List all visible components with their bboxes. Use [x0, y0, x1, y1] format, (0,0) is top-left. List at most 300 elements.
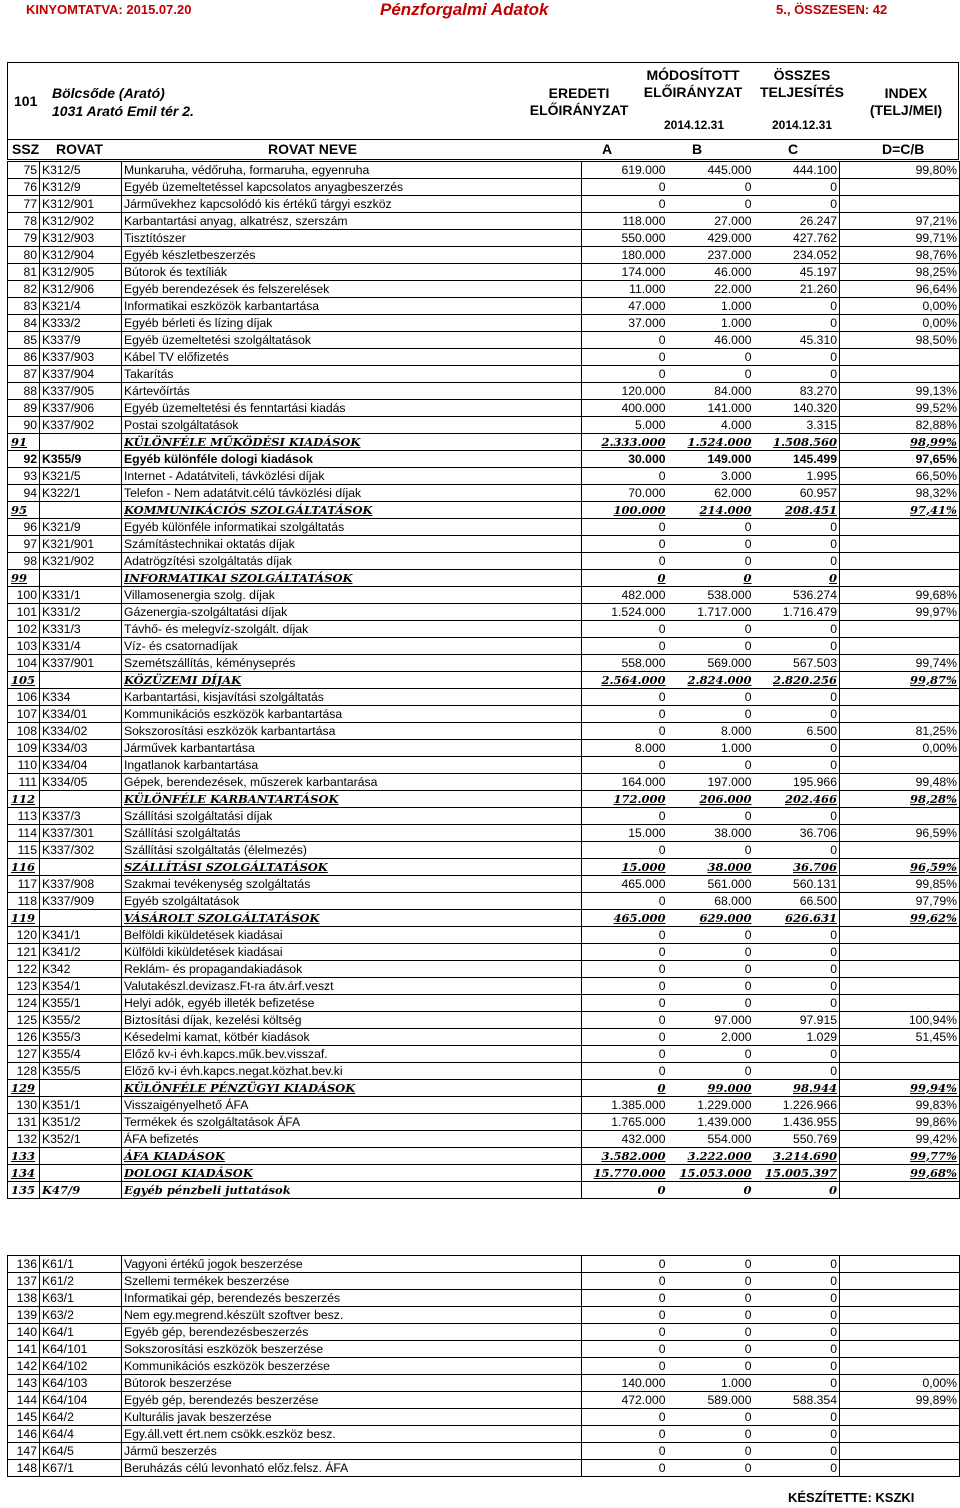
- cell-a: 30.000: [582, 451, 668, 468]
- cell-name: SZÁLLÍTÁSI SZOLGÁLTATÁSOK: [122, 859, 582, 876]
- cell-name: Munkaruha, védőruha, formaruha, egyenruha: [122, 162, 582, 179]
- cell-c: 0: [754, 536, 840, 553]
- cell-rovat: K337/908: [40, 876, 122, 893]
- cell-b: 0: [668, 1256, 754, 1273]
- cell-a: 1.765.000: [582, 1114, 668, 1131]
- cell-name: KOMMUNIKÁCIÓS SZOLGÁLTATÁSOK: [122, 502, 582, 519]
- cell-rovat: K47/9: [40, 1182, 122, 1199]
- cell-name: Szállítási szolgáltatás: [122, 825, 582, 842]
- cell-d: 98,76%: [840, 247, 960, 264]
- cell-c: 0: [754, 757, 840, 774]
- cell-ssz: 78: [8, 213, 40, 230]
- cell-d: [840, 1256, 960, 1273]
- table-row: [8, 281, 960, 298]
- cell-c: 0: [754, 315, 840, 332]
- cell-c: 97.915: [754, 1012, 840, 1029]
- cell-a: 0: [582, 638, 668, 655]
- col-c-line1: ÖSSZES: [773, 67, 831, 83]
- cell-a: 164.000: [582, 774, 668, 791]
- cell-d: 99,68%: [840, 587, 960, 604]
- table-row: [8, 179, 960, 196]
- cell-b: 141.000: [668, 400, 754, 417]
- cell-ssz: 96: [8, 519, 40, 536]
- cell-a: 0: [582, 757, 668, 774]
- data-table-main: [7, 161, 960, 1199]
- cell-c: 427.762: [754, 230, 840, 247]
- cell-b: 0: [668, 536, 754, 553]
- cell-name: Szellemi termékek beszerzése: [122, 1273, 582, 1290]
- cell-ssz: 102: [8, 621, 40, 638]
- cell-name: Kommunikációs eszközök karbantartása: [122, 706, 582, 723]
- cell-a: 0: [582, 1324, 668, 1341]
- cell-rovat: K312/5: [40, 162, 122, 179]
- cell-b: 2.824.000: [668, 672, 754, 689]
- cell-d: 99,85%: [840, 876, 960, 893]
- cell-c: 0: [754, 179, 840, 196]
- cell-c: 0: [754, 519, 840, 536]
- table-row: [8, 1131, 960, 1148]
- cell-ssz: 130: [8, 1097, 40, 1114]
- cell-name: Járművekhez kapcsolódó kis értékű tárgyi eszköz: [122, 196, 582, 213]
- cell-ssz: 146: [8, 1426, 40, 1443]
- table-row: [8, 638, 960, 655]
- table-row: [8, 519, 960, 536]
- cell-d: 99,87%: [840, 672, 960, 689]
- cell-c: 0: [754, 1358, 840, 1375]
- cell-a: 11.000: [582, 281, 668, 298]
- cell-rovat: K312/901: [40, 196, 122, 213]
- cell-a: 482.000: [582, 587, 668, 604]
- cell-ssz: 118: [8, 893, 40, 910]
- cell-rovat: K312/904: [40, 247, 122, 264]
- cell-b: 0: [668, 1063, 754, 1080]
- table-row: [8, 451, 960, 468]
- cell-name: KÖZÜZEMI DÍJAK: [122, 672, 582, 689]
- cell-a: 0: [582, 1046, 668, 1063]
- col-c: C: [788, 141, 799, 157]
- table-row: [8, 1392, 960, 1409]
- cell-c: 0: [754, 944, 840, 961]
- cell-name: Kábel TV előfizetés: [122, 349, 582, 366]
- cell-b: 1.717.000: [668, 604, 754, 621]
- cell-ssz: 143: [8, 1375, 40, 1392]
- cell-ssz: 88: [8, 383, 40, 400]
- col-d: D=C/B: [882, 141, 925, 157]
- table-row: [8, 1046, 960, 1063]
- cell-a: 2.333.000: [582, 434, 668, 451]
- table-row: [8, 791, 960, 808]
- cell-b: 68.000: [668, 893, 754, 910]
- cell-name: Adatrögzítési szolgáltatás díjak: [122, 553, 582, 570]
- cell-ssz: 90: [8, 417, 40, 434]
- cell-d: 99,86%: [840, 1114, 960, 1131]
- cell-c: 1.508.560: [754, 434, 840, 451]
- cell-rovat: K334/03: [40, 740, 122, 757]
- table-row: [8, 621, 960, 638]
- cell-d: 97,41%: [840, 502, 960, 519]
- institution-name: Bölcsőde (Arató): [52, 85, 165, 101]
- cell-b: 0: [668, 638, 754, 655]
- cell-a: 0: [582, 519, 668, 536]
- cell-rovat: K331/3: [40, 621, 122, 638]
- cell-name: Belföldi kiküldetések kiadásai: [122, 927, 582, 944]
- cell-name: Egyéb szolgáltatások: [122, 893, 582, 910]
- cell-c: 588.354: [754, 1392, 840, 1409]
- page-number: 5., ÖSSZESEN: 42: [776, 2, 888, 17]
- cell-rovat: K337/903: [40, 349, 122, 366]
- cell-c: 0: [754, 1307, 840, 1324]
- cell-b: 1.439.000: [668, 1114, 754, 1131]
- cell-c: 60.957: [754, 485, 840, 502]
- cell-ssz: 91: [8, 434, 40, 451]
- cell-a: 0: [582, 706, 668, 723]
- cell-ssz: 142: [8, 1358, 40, 1375]
- cell-rovat: K334: [40, 689, 122, 706]
- table-row: [8, 230, 960, 247]
- cell-d: [840, 1324, 960, 1341]
- table-row: [8, 995, 960, 1012]
- cell-name: Egyéb gép, berendezésbeszerzés: [122, 1324, 582, 1341]
- cell-ssz: 148: [8, 1460, 40, 1477]
- cell-name: Egyéb üzemeltetési szolgáltatások: [122, 332, 582, 349]
- cell-c: 66.500: [754, 893, 840, 910]
- col-d-title: [854, 85, 958, 119]
- cell-name: ÁFA befizetés: [122, 1131, 582, 1148]
- cell-rovat: [40, 502, 122, 519]
- cell-d: [840, 1273, 960, 1290]
- cell-c: 3.214.690: [754, 1148, 840, 1165]
- col-d-line2: (TELJ/MEI): [869, 102, 943, 118]
- table-row: [8, 774, 960, 791]
- cell-name: Takarítás: [122, 366, 582, 383]
- col-rovat: ROVAT: [56, 141, 103, 157]
- cell-name: Reklám- és propagandakiadások: [122, 961, 582, 978]
- table-row: [8, 1307, 960, 1324]
- cell-b: 1.524.000: [668, 434, 754, 451]
- cell-ssz: 104: [8, 655, 40, 672]
- table-row: [8, 1375, 960, 1392]
- cell-rovat: K321/5: [40, 468, 122, 485]
- cell-d: 99,13%: [840, 383, 960, 400]
- cell-ssz: 126: [8, 1029, 40, 1046]
- cell-rovat: K337/9: [40, 332, 122, 349]
- cell-a: 0: [582, 1426, 668, 1443]
- cell-a: 0: [582, 570, 668, 587]
- cell-c: 6.500: [754, 723, 840, 740]
- cell-name: Gépek, berendezések, műszerek karbantarása: [122, 774, 582, 791]
- cell-d: 99,48%: [840, 774, 960, 791]
- cell-d: [840, 1426, 960, 1443]
- table-row: [8, 655, 960, 672]
- cell-b: 84.000: [668, 383, 754, 400]
- cell-b: 237.000: [668, 247, 754, 264]
- cell-name: Egyéb különféle informatikai szolgáltatás: [122, 519, 582, 536]
- cell-c: 0: [754, 706, 840, 723]
- col-d-line1: INDEX: [884, 85, 928, 101]
- cell-rovat: K63/1: [40, 1290, 122, 1307]
- cell-rovat: [40, 910, 122, 927]
- cell-rovat: K342: [40, 961, 122, 978]
- cell-d: 0,00%: [840, 315, 960, 332]
- cell-name: Valutakészl.devizasz.Ft-ra átv.árf.veszt: [122, 978, 582, 995]
- cell-d: 51,45%: [840, 1029, 960, 1046]
- cell-b: 46.000: [668, 332, 754, 349]
- cell-ssz: 115: [8, 842, 40, 859]
- cell-rovat: K355/5: [40, 1063, 122, 1080]
- cell-ssz: 92: [8, 451, 40, 468]
- cell-b: 15.053.000: [668, 1165, 754, 1182]
- table-row: [8, 162, 960, 179]
- table-row: [8, 468, 960, 485]
- cell-d: [840, 179, 960, 196]
- cell-a: 3.582.000: [582, 1148, 668, 1165]
- cell-name: Biztosítási díjak, kezelési költség: [122, 1012, 582, 1029]
- cell-name: Szállítási szolgáltatás (élelmezés): [122, 842, 582, 859]
- cell-a: 0: [582, 332, 668, 349]
- cell-a: 0: [582, 621, 668, 638]
- cell-c: 0: [754, 1443, 840, 1460]
- table-row: [8, 961, 960, 978]
- cell-c: 36.706: [754, 825, 840, 842]
- cell-c: 202.466: [754, 791, 840, 808]
- table-row: [8, 706, 960, 723]
- cell-name: Gázenergia-szolgáltatási díjak: [122, 604, 582, 621]
- cell-ssz: 141: [8, 1341, 40, 1358]
- cell-ssz: 106: [8, 689, 40, 706]
- cell-a: 0: [582, 927, 668, 944]
- cell-ssz: 80: [8, 247, 40, 264]
- cell-name: Termékek és szolgáltatások ÁFA: [122, 1114, 582, 1131]
- cell-b: 0: [668, 1443, 754, 1460]
- cell-d: 82,88%: [840, 417, 960, 434]
- table-row: [8, 349, 960, 366]
- cell-d: [840, 366, 960, 383]
- col-c-line2: TELJESÍTÉS: [759, 84, 845, 100]
- cell-d: [840, 1358, 960, 1375]
- table-row: [8, 910, 960, 927]
- cell-rovat: [40, 1148, 122, 1165]
- cell-ssz: 114: [8, 825, 40, 842]
- cell-ssz: 85: [8, 332, 40, 349]
- cell-a: 47.000: [582, 298, 668, 315]
- table-row: [8, 315, 960, 332]
- cell-rovat: K337/905: [40, 383, 122, 400]
- cell-ssz: 100: [8, 587, 40, 604]
- table-row: [8, 1165, 960, 1182]
- cell-a: 118.000: [582, 213, 668, 230]
- cell-name: Karbantartási, kisjavítási szolgáltatás: [122, 689, 582, 706]
- cell-d: [840, 706, 960, 723]
- cell-c: 1.995: [754, 468, 840, 485]
- cell-b: 0: [668, 1046, 754, 1063]
- table-row: [8, 570, 960, 587]
- cell-b: 0: [668, 519, 754, 536]
- cell-a: 2.564.000: [582, 672, 668, 689]
- cell-a: 5.000: [582, 417, 668, 434]
- cell-rovat: K322/1: [40, 485, 122, 502]
- cell-a: 432.000: [582, 1131, 668, 1148]
- cell-ssz: 95: [8, 502, 40, 519]
- cell-ssz: 139: [8, 1307, 40, 1324]
- cell-ssz: 77: [8, 196, 40, 213]
- cell-name: Tisztítószer: [122, 230, 582, 247]
- cell-a: 0: [582, 1182, 668, 1199]
- cell-ssz: 117: [8, 876, 40, 893]
- cell-name: Visszaigényelhető ÁFA: [122, 1097, 582, 1114]
- cell-b: 445.000: [668, 162, 754, 179]
- cell-d: [840, 944, 960, 961]
- cell-a: 100.000: [582, 502, 668, 519]
- cell-d: [840, 570, 960, 587]
- cell-c: 83.270: [754, 383, 840, 400]
- cell-c: 0: [754, 689, 840, 706]
- cell-rovat: K64/5: [40, 1443, 122, 1460]
- cell-b: 1.000: [668, 298, 754, 315]
- cell-c: 0: [754, 621, 840, 638]
- cell-d: [840, 1443, 960, 1460]
- cell-ssz: 123: [8, 978, 40, 995]
- cell-rovat: K337/302: [40, 842, 122, 859]
- cell-a: 0: [582, 1012, 668, 1029]
- cell-d: 81,25%: [840, 723, 960, 740]
- cell-c: 0: [754, 1046, 840, 1063]
- cell-a: 0: [582, 1063, 668, 1080]
- cell-a: 0: [582, 723, 668, 740]
- cell-d: [840, 536, 960, 553]
- cell-rovat: K355/3: [40, 1029, 122, 1046]
- cell-c: 45.310: [754, 332, 840, 349]
- cell-b: 38.000: [668, 825, 754, 842]
- cell-b: 0: [668, 1307, 754, 1324]
- cell-c: 444.100: [754, 162, 840, 179]
- table-row: [8, 1182, 960, 1199]
- table-row: [8, 1290, 960, 1307]
- cell-a: 15.770.000: [582, 1165, 668, 1182]
- cell-a: 1.524.000: [582, 604, 668, 621]
- cell-ssz: 75: [8, 162, 40, 179]
- cell-c: 0: [754, 740, 840, 757]
- table-row: [8, 1012, 960, 1029]
- cell-c: 0: [754, 553, 840, 570]
- cell-a: 0: [582, 1290, 668, 1307]
- cell-rovat: K334/04: [40, 757, 122, 774]
- cell-a: 0: [582, 842, 668, 859]
- cell-b: 1.000: [668, 1375, 754, 1392]
- cell-d: [840, 1182, 960, 1199]
- cell-ssz: 122: [8, 961, 40, 978]
- table-row: [8, 1341, 960, 1358]
- cell-ssz: 144: [8, 1392, 40, 1409]
- cell-ssz: 125: [8, 1012, 40, 1029]
- cell-b: 1.000: [668, 315, 754, 332]
- cell-rovat: K331/2: [40, 604, 122, 621]
- cell-b: 0: [668, 808, 754, 825]
- cell-a: 37.000: [582, 315, 668, 332]
- cell-rovat: K337/909: [40, 893, 122, 910]
- cell-c: 1.029: [754, 1029, 840, 1046]
- col-b-title: [634, 67, 752, 101]
- cell-d: [840, 1341, 960, 1358]
- cell-ssz: 76: [8, 179, 40, 196]
- table-row: [8, 978, 960, 995]
- table-row: [8, 264, 960, 281]
- cell-name: Számítástechnikai oktatás díjak: [122, 536, 582, 553]
- cell-a: 0: [582, 1443, 668, 1460]
- cell-a: 140.000: [582, 1375, 668, 1392]
- cell-name: Szállítási szolgáltatási díjak: [122, 808, 582, 825]
- table-row: [8, 1148, 960, 1165]
- cell-name: INFORMATIKAI SZOLGÁLTATÁSOK: [122, 570, 582, 587]
- cell-c: 626.631: [754, 910, 840, 927]
- cell-b: 0: [668, 570, 754, 587]
- table-row: [8, 757, 960, 774]
- cell-rovat: K355/4: [40, 1046, 122, 1063]
- cell-c: 0: [754, 1273, 840, 1290]
- institution-code: 101: [14, 93, 38, 109]
- cell-name: Karbantartási anyag, alkatrész, szerszám: [122, 213, 582, 230]
- institution-address: 1031 Arató Emil tér 2.: [52, 103, 194, 119]
- cell-d: [840, 638, 960, 655]
- cell-d: 99,89%: [840, 1392, 960, 1409]
- cell-name: Előző kv-i évh.kapcs.negat.közhat.bev.ki: [122, 1063, 582, 1080]
- cell-name: KÜLÖNFÉLE MŰKÖDÉSI KIADÁSOK: [122, 434, 582, 451]
- cell-b: 0: [668, 1426, 754, 1443]
- cell-rovat: K351/1: [40, 1097, 122, 1114]
- cell-name: Kommunikációs eszközök beszerzése: [122, 1358, 582, 1375]
- col-c-date: 2014.12.31: [771, 118, 833, 132]
- table-row: [8, 332, 960, 349]
- cell-b: 206.000: [668, 791, 754, 808]
- cell-a: 15.000: [582, 859, 668, 876]
- cell-a: 0: [582, 961, 668, 978]
- cell-a: 400.000: [582, 400, 668, 417]
- table-row: [8, 213, 960, 230]
- cell-name: Egyéb készletbeszerzés: [122, 247, 582, 264]
- cell-name: Helyi adók, egyéb illeték befizetése: [122, 995, 582, 1012]
- cell-a: 172.000: [582, 791, 668, 808]
- cell-c: 234.052: [754, 247, 840, 264]
- table-row: [8, 1273, 960, 1290]
- table-row: [8, 1114, 960, 1131]
- cell-name: Informatikai gép, berendezés beszerzés: [122, 1290, 582, 1307]
- cell-c: 0: [754, 366, 840, 383]
- cell-rovat: K64/103: [40, 1375, 122, 1392]
- cell-d: 96,59%: [840, 859, 960, 876]
- cell-b: 0: [668, 1409, 754, 1426]
- cell-c: 0: [754, 961, 840, 978]
- cell-ssz: 113: [8, 808, 40, 825]
- cell-b: 589.000: [668, 1392, 754, 1409]
- cell-c: 0: [754, 1409, 840, 1426]
- cell-d: [840, 1307, 960, 1324]
- cell-b: 1.000: [668, 740, 754, 757]
- cell-name: Jármű beszerzés: [122, 1443, 582, 1460]
- cell-a: 0: [582, 553, 668, 570]
- cell-b: 0: [668, 961, 754, 978]
- cell-ssz: 147: [8, 1443, 40, 1460]
- cell-ssz: 128: [8, 1063, 40, 1080]
- institution-header: [7, 62, 959, 140]
- cell-name: Sokszorosítási eszközök beszerzése: [122, 1341, 582, 1358]
- cell-c: 567.503: [754, 655, 840, 672]
- table-row: [8, 1063, 960, 1080]
- cell-name: Postai szolgáltatások: [122, 417, 582, 434]
- cell-name: Távhő- és melegvíz-szolgált. díjak: [122, 621, 582, 638]
- cell-d: 99,94%: [840, 1080, 960, 1097]
- cell-a: 0: [582, 1080, 668, 1097]
- cell-rovat: [40, 1165, 122, 1182]
- cell-d: [840, 757, 960, 774]
